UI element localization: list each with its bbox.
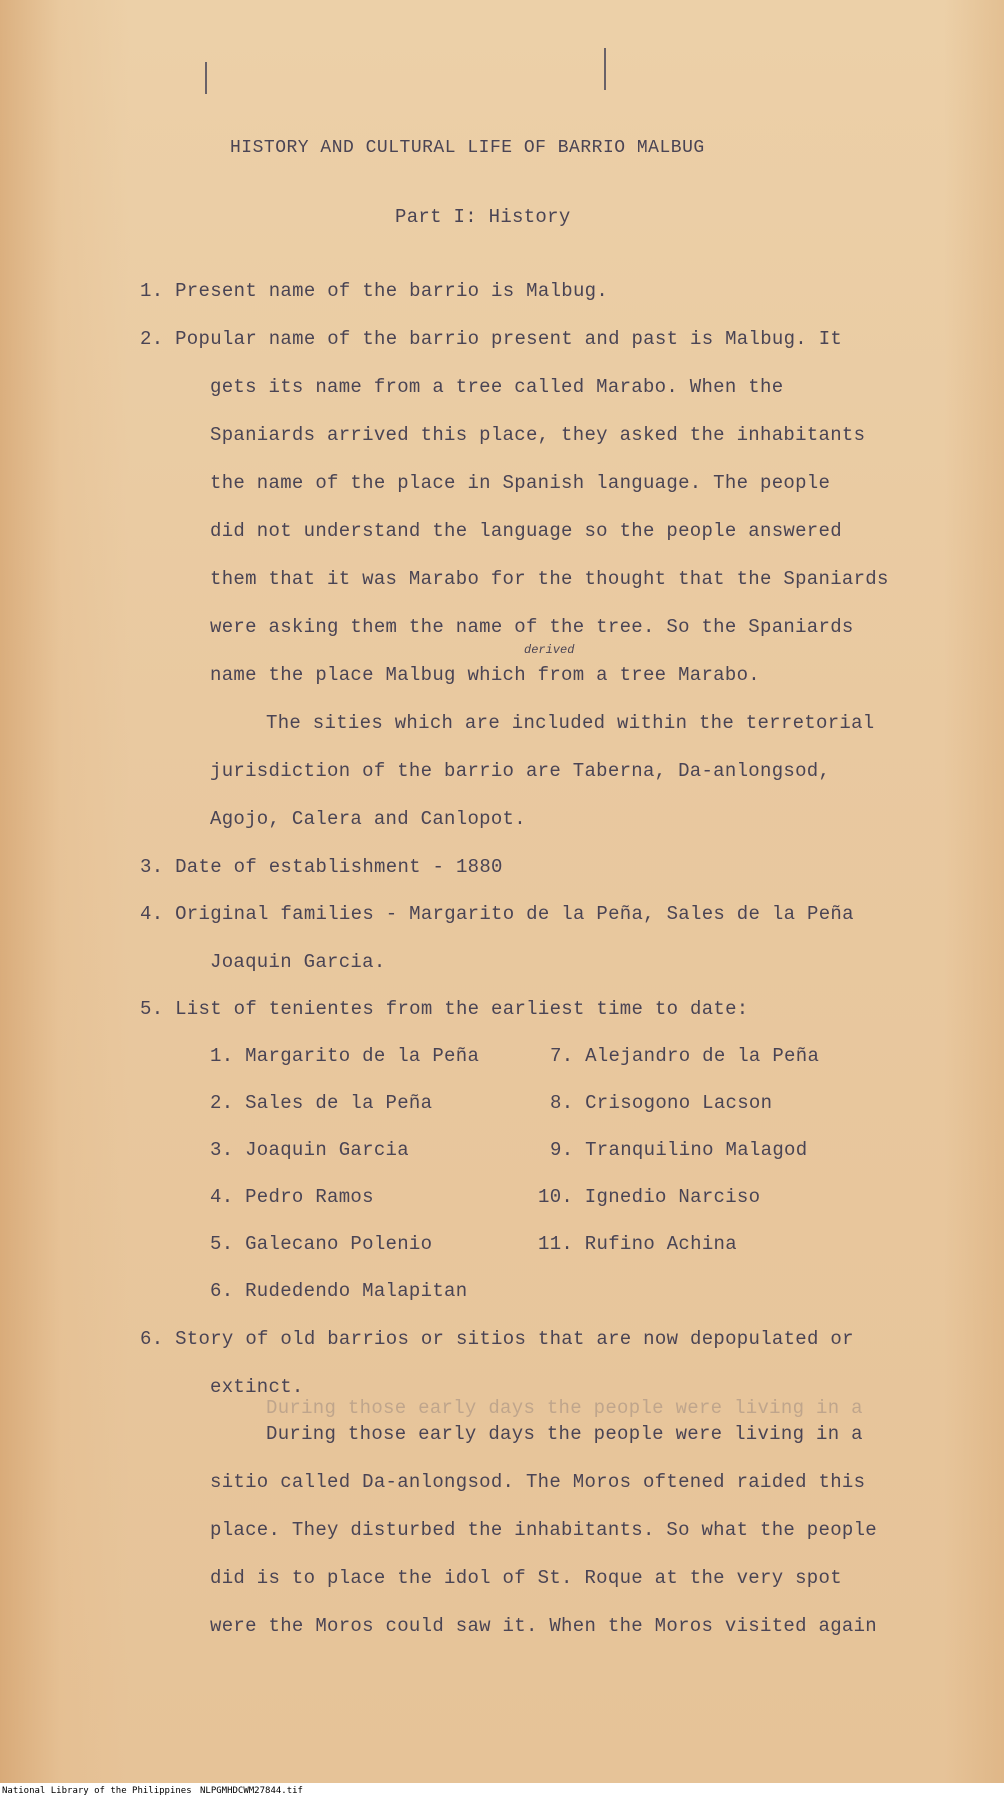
footer-filename: NLPGMHDCWM27844.tif xyxy=(200,1786,303,1796)
item-4-line: Joaquin Garcia. xyxy=(210,951,386,973)
item-2-line: jurisdiction of the barrio are Taberna, Da-anlongsod, xyxy=(210,760,831,782)
item-2-line: them that it was Marabo for the thought that the Spaniards xyxy=(210,568,889,590)
item-2-first-line: 2. Popular name of the barrio present and past is Malbug. It xyxy=(140,328,843,350)
item-6-line: extinct. xyxy=(210,1376,304,1398)
part-heading: Part I: History xyxy=(395,206,571,228)
teniente-list-item: 6. Rudedendo Malapitan xyxy=(210,1280,468,1302)
item-4: 4. Original families - Margarito de la Peña, Sales de la Peña xyxy=(140,903,854,925)
teniente-list-item: 2. Sales de la Peña xyxy=(210,1092,433,1114)
item-2-line: were asking them the name of the tree. So the Spaniards xyxy=(210,616,854,638)
teniente-list-item: 11. Rufino Achina xyxy=(538,1233,737,1255)
item-5: 5. List of tenientes from the earliest time to date: xyxy=(140,998,749,1020)
footer-institution: National Library of the Philippines xyxy=(2,1786,192,1796)
item-1: 1. Present name of the barrio is Malbug. xyxy=(140,280,609,302)
teniente-list-item: 8. Crisogono Lacson xyxy=(550,1092,773,1114)
item-2-paragraph-2: The sities which are included within the terretorial xyxy=(266,712,875,734)
item-2-line: Spaniards arrived this place, they asked the inhabitants xyxy=(210,424,866,446)
teniente-list-item: 7. Alejandro de la Peña xyxy=(550,1045,820,1067)
ghost-typed-line: During those early days the people were living in a xyxy=(266,1397,863,1419)
item-6-line: did is to place the idol of St. Roque at the very spot xyxy=(210,1567,842,1589)
handwritten-insertion: derived xyxy=(524,643,575,657)
pen-mark-left xyxy=(205,62,207,94)
item-2-line: name the place Malbug which from a tree Marabo. xyxy=(210,664,760,686)
teniente-list-item: 5. Galecano Polenio xyxy=(210,1233,433,1255)
item-6: 6. Story of old barrios or sitios that are now depopulated or xyxy=(140,1328,854,1350)
item-2-line: did not understand the language so the people answered xyxy=(210,520,842,542)
teniente-list-item: 1. Margarito de la Peña xyxy=(210,1045,480,1067)
teniente-list-item: 9. Tranquilino Malagod xyxy=(550,1139,808,1161)
item-6-line: place. They disturbed the inhabitants. So what the people xyxy=(210,1519,878,1541)
item-6-line: were the Moros could saw it. When the Moros visited again xyxy=(210,1615,878,1637)
teniente-list-item: 10. Ignedio Narciso xyxy=(538,1186,761,1208)
item-6-paragraph: During those early days the people were living in a xyxy=(266,1423,863,1445)
document-title: HISTORY AND CULTURAL LIFE OF BARRIO MALBUG xyxy=(230,138,705,158)
pen-mark-center xyxy=(604,48,606,90)
item-3: 3. Date of establishment - 1880 xyxy=(140,856,503,878)
item-6-line: sitio called Da-anlongsod. The Moros oftened raided this xyxy=(210,1471,866,1493)
archive-footer xyxy=(0,1783,1004,1800)
teniente-list-item: 3. Joaquin Garcia xyxy=(210,1139,409,1161)
teniente-list-item: 4. Pedro Ramos xyxy=(210,1186,374,1208)
item-2-line: the name of the place in Spanish language. The people xyxy=(210,472,831,494)
item-2-line: Agojo, Calera and Canlopot. xyxy=(210,808,526,830)
item-2-line: gets its name from a tree called Marabo. When the xyxy=(210,376,784,398)
